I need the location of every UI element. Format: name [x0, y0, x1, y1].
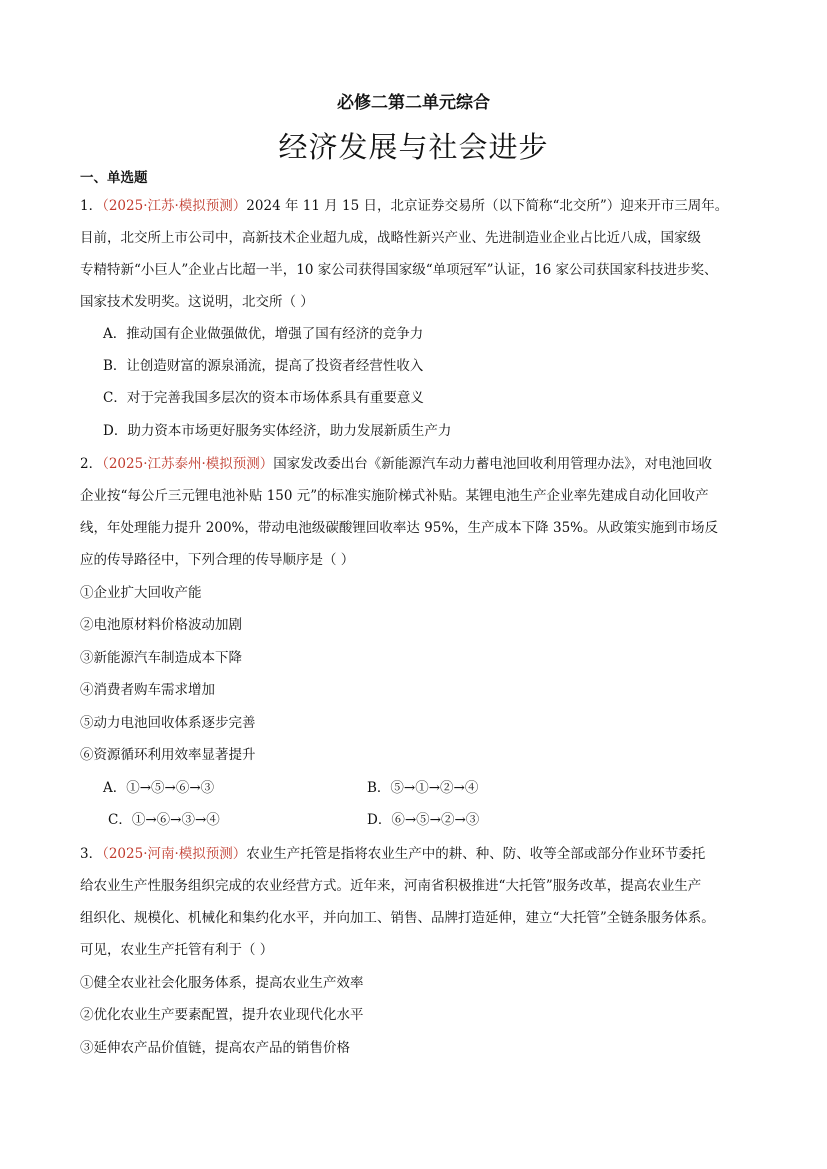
question-3-line-1 [80, 844, 705, 864]
question-2-line-4: 应的传导路径中，下列合理的传导顺序是（ ） [80, 552, 355, 568]
question-1-line-2: 目前，北交所上市公司中，高新技术企业超九成，战略性新兴产业、先进制造业企业占比近八成，国家级 [80, 230, 701, 246]
question-2-line-3: 线，年处理能力提升 200%，带动电池级碳酸锂回收率达 95%，生产成本下降 35%。从政策实施到市场反 [80, 520, 718, 536]
question-2-line-2: 企业按“每公斤三元锂电池补贴 150 元”的标准实施阶梯式补贴。某锂电池生产企业率先建成自动化回收产 [80, 488, 709, 504]
q2-option-c[interactable]: C．①→⑥→③→④ [108, 812, 220, 828]
q2-option-d[interactable]: D．⑥→⑤→②→③ [367, 812, 480, 828]
question-text: 农业生产托管是指将农业生产中的耕、种、防、收等全部或部分作业环节委托 [246, 846, 706, 862]
question-2-line-1 [80, 454, 712, 474]
question-1-line-1 [80, 196, 728, 216]
question-3-line-3: 组织化、规模化、机械化和集约化水平，并向加工、销售、品牌打造延伸，建立“大托管”全链条服务体系。 [80, 910, 715, 926]
question-source: （2025·河南·模拟预测） [102, 846, 247, 862]
section-heading: 一、单选题 [80, 170, 148, 186]
q2-item-6: ⑥资源循环利用效率显著提升 [80, 747, 256, 763]
question-text: 国家发改委出台《新能源汽车动力蓄电池回收利用管理办法》，对电池回收 [273, 456, 713, 472]
question-number: 2． [80, 456, 103, 472]
q2-item-1: ①企业扩大回收产能 [80, 585, 202, 601]
question-3-line-2: 给农业生产性服务组织完成的农业经营方式。近年来，河南省积极推进“大托管”服务改革，提高农业生产 [80, 878, 702, 894]
question-1-line-3: 专精特新“小巨人”企业占比超一半，10 家公司获得国家级“单项冠军”认证，16 家公司获国家科技进步奖、 [80, 262, 718, 278]
question-text: 2024 年 11 月 15 日，北京证券交易所（以下简称“北交所”）迎来开市三周年。 [246, 198, 729, 214]
q2-item-5: ⑤动力电池回收体系逐步完善 [80, 715, 256, 731]
q1-option-c[interactable]: C．对于完善我国多层次的资本市场体系具有重要意义 [103, 390, 424, 406]
q2-item-2: ②电池原材料价格波动加剧 [80, 617, 242, 633]
q1-option-d[interactable]: D．助力资本市场更好服务实体经济，助力发展新质生产力 [103, 423, 452, 439]
q2-item-4: ④消费者购车需求增加 [80, 682, 215, 698]
q2-item-3: ③新能源汽车制造成本下降 [80, 650, 242, 666]
q1-option-a[interactable]: A．推动国有企业做强做优，增强了国有经济的竞争力 [103, 326, 424, 342]
q2-option-a[interactable]: A．①→⑤→⑥→③ [103, 780, 215, 796]
question-number: 1． [80, 198, 103, 214]
q3-item-3: ③延伸农产品价值链，提高农产品的销售价格 [80, 1040, 350, 1056]
question-source: （2025·江苏泰州·模拟预测） [102, 456, 274, 472]
question-source: （2025·江苏·模拟预测） [102, 198, 247, 214]
q1-option-b[interactable]: B．让创造财富的源泉涌流，提高了投资者经营性收入 [103, 358, 424, 374]
question-3-line-4: 可见，农业生产托管有利于（ ） [80, 942, 274, 958]
q3-item-2: ②优化农业生产要素配置，提升农业现代化水平 [80, 1007, 364, 1023]
question-number: 3． [80, 846, 103, 862]
q3-item-1: ①健全农业社会化服务体系，提高农业生产效率 [80, 975, 364, 991]
page-title: 经济发展与社会进步 [278, 130, 549, 164]
q2-option-b[interactable]: B．⑤→①→②→④ [367, 780, 479, 796]
unit-subtitle: 必修二第二单元综合 [337, 93, 490, 113]
question-1-line-4: 国家技术发明奖。这说明，北交所（ ） [80, 294, 314, 310]
